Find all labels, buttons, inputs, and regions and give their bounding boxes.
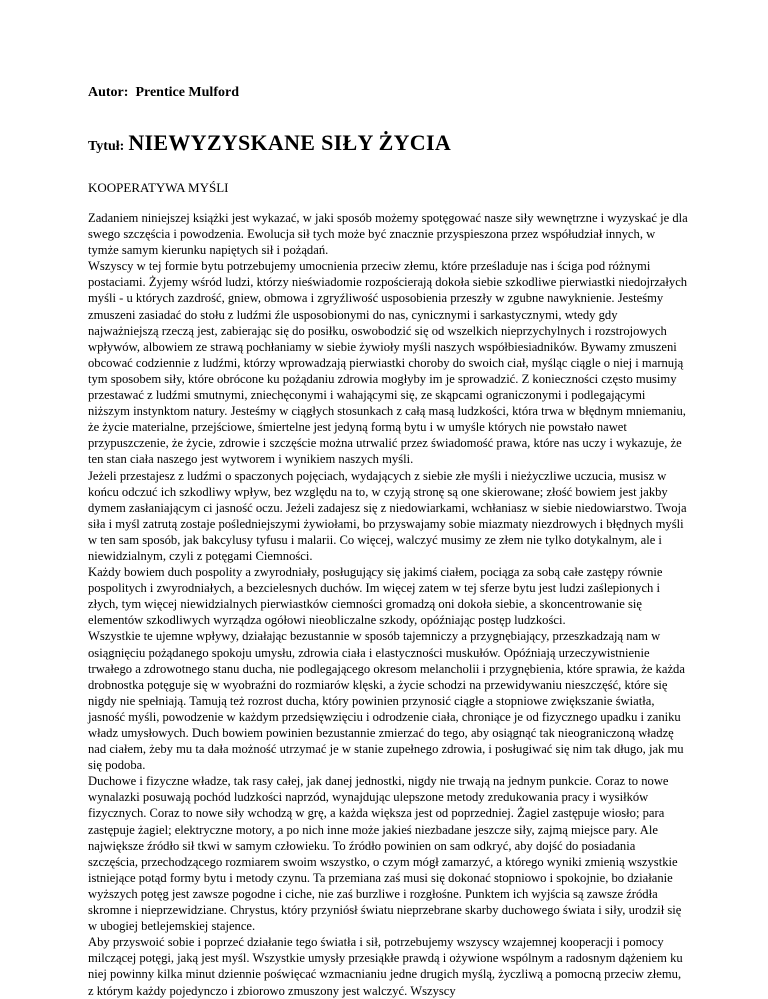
paragraph: Duchowe i fizyczne władze, tak rasy całej, jak danej jednostki, nigdy nie trwają na jednym punkcie. Coraz to nowe wynalazki posuwają pochód ludzkości naprzód, wynajdując ulepszone metody zredukowania pracy i wysiłków fizycznych. Coraz to nowe siły wchodzą w grę, a każda większa jest od poprzedniej. Żagiel zastępuje wiosło; para zastępuje żagiel; elektryczne motory, a po nich inne może jakieś niezbadane jeszcze siły, zajmą miejsce pary. Ale największe źródło sił tkwi w samym człowieku. To źródło powinien on sam odkryć, aby dojść do posiadania szczęścia, przechodzącego rozmiarem swoim wszystko, o czym mógł zamarzyć, a którego wyniki zmienią wszystkie istniejące potąd formy bytu i metody czynu. Ta przemiana zaś musi się dokonać stopniowo i spokojnie, bo działanie wyższych potęg jest zawsze pogodne i ciche, nie zaś burzliwe i rozgłośne. Punktem ich wyjścia są zawsze źródła skromne i nieprzewidziane. Chrystus, który przyniósł światu nieprzebrane skarby duchowego świata i siły, urodził się w ubogiej betlejemskiej stajence. — [88, 774, 682, 934]
paragraph: Wszystkie te ujemne wpływy, działając bezustannie w sposób tajemniczy a przygnębiający, przeszkadzają nam w osiągnięciu pożądanego spokoju umysłu, zdrowia ciała i elastyczności muskułów. Opóźniają urzeczywistnienie trwałego a zdrowotnego stanu ducha, nie podlegającego okresom melancholii i przygnębienia, które sprawia, że każda drobnostka potęguje się w wyobraźni do rozmiarów klęski, a życie schodzi na przewidywaniu nieszczęść, które się nigdy nie spełniają. Tamują też rozrost ducha, który powinien przynosić ciągłe a stopniowe zwiększanie światła, jasność myśli, powodzenie w każdym przedsięwzięciu i odrodzenie ciała, chroniące je od fizycznego upadku i zaniku władz umysłowych. Duch bowiem powinien bezustannie zmierzać do tego, aby osiągnąć tak nieograniczoną władzę nad ciałem, żeby mu ta dała możność utrzymać je w stanie zupełnego zdrowia, i posługiwać się nim tak długo, jak mu się podoba. — [88, 629, 685, 773]
paragraph: Aby przyswoić sobie i poprzeć działanie tego światła i sił, potrzebujemy wszyscy wzajemnej kooperacji i pomocy milczącej potęgi, jaką jest myśl. Wszystkie umysły przesiąkłe prawdą i ożywione wspólnym a radosnym dążeniem ku niej powinny kilka minut dziennie poświęcać wzmacnianiu jedne drugich myślą, życzliwą a pomocną przeciw złemu, z którym każdy pojedynczo i zbiorowo zmuszony jest walczyć. Wszyscy — [88, 935, 683, 998]
paragraph: Zadaniem niniejszej książki jest wykazać, w jaki sposób możemy spotęgować nasze siły wewnętrzne i wyzyskać je dla swego szczęścia i powodzenia. Ewolucja sił tych może być znacznie przyspieszona przez współudział innych, w tymże samym kierunku napiętych sił i pożądań. — [88, 211, 688, 258]
title-label: Tytuł: — [88, 139, 125, 154]
paragraph: Wszyscy w tej formie bytu potrzebujemy umocnienia przeciw złemu, które prześladuje nas i ściga pod różnymi postaciami. Żyjemy wśród ludzi, którzy nieświadomie rozpościerają dokoła siebie szkodliwe pierwiastki niedojrzałych myśli - u których zazdrość, gniew, obmowa i zgryźliwość usposobienia przeszły w zgubne nawyknienie. Jesteśmy zmuszeni zasiadać do stołu z ludźmi źle usposobionymi do nas, cynicznymi i sarkastycznymi, wtedy gdy najważniejszą rzeczą jest, zabierając się do posiłku, oswobodzić się od wszelkich nieprzychylnych i rozstrojowych wpływów, albowiem ze strawą pochłaniamy w siebie żywioły myśli naszych współbiesiadników. Bywamy zmuszeni obcować codziennie z ludźmi, którzy wprowadzają pierwiastki choroby do swoich ciał, myśląc ciągle o niej i marnują tym sposobem siły, które obrócone ku pożądaniu zdrowia mogłyby im je sprowadzić. Z konieczności często musimy przestawać z ludźmi smutnymi, zniechęconymi i wahającymi się, ze skąpcami ograniczonymi i podlegającymi niższym instynktom natury. Jesteśmy w ciągłych stosunkach z całą masą ludzkości, która trwa w błędnym mniemaniu, że życie materialne, przejściowe, śmiertelne jest jedyną formą bytu i w umyśle których nie powstało nawet przypuszczenie, że życie, zdrowie i szczęście można utrwalić przez świadomość prawa, które nas uczy i wykazuje, że ten stan ciała naszego jest wytworem i wynikiem naszych myśli. — [88, 259, 688, 467]
title-line — [88, 128, 688, 162]
author-line — [88, 84, 688, 102]
paragraph: Jeżeli przestajesz z ludźmi o spaczonych pojęciach, wydających z siebie złe myśli i nieżyczliwe uczucia, musisz w końcu odczuć ich szkodliwy wpływ, bez względu na to, w czyją stronę są one skierowane; złość bowiem jest jakby dymem zasłaniającym ci jasność oczu. Jeżeli zadajesz się z niedowiarkami, wchłaniasz w siebie niedowiarstwo. Twoja siła i myśl zatrutą zostaje pośledniejszymi żywiołami, bo przyswajamy sobie miazmaty niezdrowych i błędnych myśli w ten sam sposób, jak bakcylusy tyfusu i malarii. Co więcej, walczyć musimy ze złem nie tylko dotykalnym, ale i niewidzialnym, czyli z potęgami Ciemności. — [88, 468, 687, 563]
author-label: Autor: — [88, 85, 129, 100]
document-title: NIEWYZYSKANE SIŁY ŻYCIA — [128, 130, 452, 155]
paragraph: Każdy bowiem duch pospolity a zwyrodniały, posługujący się jakimś ciałem, pociąga za sobą całe zastępy równie pospolitych i zwyrodniałych, a bezcielesnych duchów. Im więcej zatem w tej sferze bytu jest ludzi zaślepionych i złych, tym więcej niewidzialnych pierwiastków ciemności gromadzą oni dokoła siebie, a skoncentrowanie się elementów szkodliwych wyrządza ogółowi nieobliczalne szkody, opóźniając postęp ludzkości. — [88, 565, 663, 628]
body-text — [88, 210, 688, 999]
author-name: Prentice Mulford — [135, 85, 239, 100]
section-heading: KOOPERATYWA MYŚLI — [88, 180, 229, 195]
